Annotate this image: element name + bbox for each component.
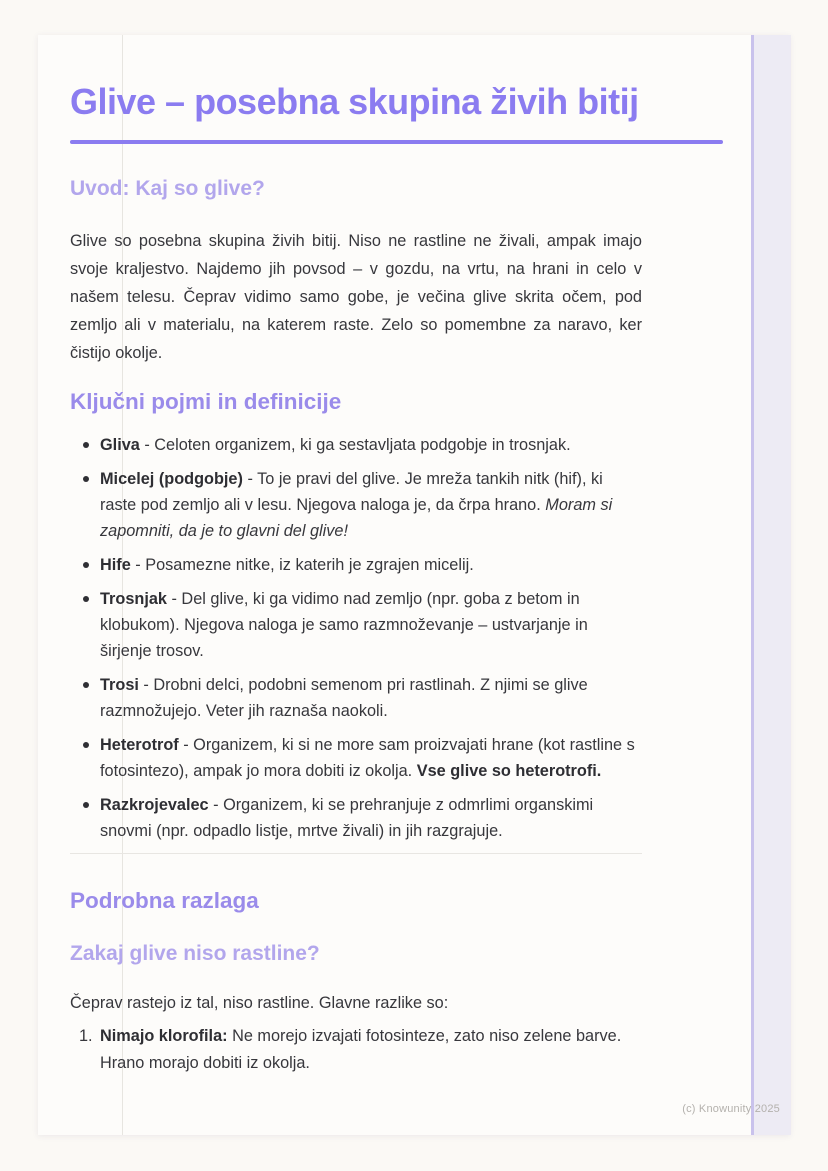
heading-uvod: Uvod: Kaj so glive? bbox=[70, 177, 265, 200]
list-item-gliva bbox=[70, 432, 642, 458]
numbered-term-body: Ne morejo izvajati fotosinteze, zato niso zelene barve. Hrano morajo dobiti iz okolja. bbox=[100, 1027, 622, 1072]
heading-kljucni-pojmi: Ključni pojmi in definicije bbox=[70, 389, 342, 414]
term-label: Trosi bbox=[100, 676, 139, 694]
title-divider bbox=[70, 140, 723, 144]
list-number: 1. bbox=[79, 1027, 93, 1045]
list-item-trosnjak bbox=[70, 586, 642, 664]
term-label: Heterotrof bbox=[100, 736, 179, 754]
section-divider bbox=[70, 853, 642, 854]
term-definition: - Celoten organizem, ki ga sestavljata podgobje in trosnjak. bbox=[139, 436, 571, 454]
list-item-razkrojevalec bbox=[70, 792, 642, 844]
bullet-icon bbox=[83, 682, 89, 688]
bullet-icon bbox=[83, 562, 89, 568]
page-title: Glive – posebna skupina živih bitij bbox=[70, 81, 639, 122]
term-label: Micelej (podgobje) bbox=[100, 470, 243, 488]
bullet-icon bbox=[83, 742, 89, 748]
detail-paragraph: Čeprav rastejo iz tal, niso rastline. Glavne razlike so: bbox=[70, 994, 449, 1012]
list-item-trosi bbox=[70, 672, 642, 724]
differences-list bbox=[70, 1023, 642, 1077]
document-content bbox=[70, 35, 790, 1077]
bullet-icon bbox=[83, 802, 89, 808]
intro-paragraph: Glive so posebna skupina živih bitij. Niso ne rastline ne živali, ampak imajo svoje kraljestvo. Najdemo jih povsod – v gozdu, na vrtu, na hrani in celo v našem telesu. Čeprav vidimo samo gobe, je večina glive skrita očem, pod zemljo ali v materialu, na katerem raste. Zelo so pomembne za naravo, ker čistijo okolje. bbox=[70, 232, 642, 362]
scrollbar-track[interactable] bbox=[751, 35, 791, 1135]
list-item-micelej bbox=[70, 466, 642, 544]
term-label: Trosnjak bbox=[100, 590, 167, 608]
term-definition: - Posamezne nitke, iz katerih je zgrajen micelij. bbox=[130, 556, 474, 574]
heading-zakaj-niso-rastline: Zakaj glive niso rastline? bbox=[70, 942, 320, 965]
heading-podrobna-razlaga: Podrobna razlaga bbox=[70, 888, 259, 913]
term-definition: - Organizem, ki si ne more sam proizvajati hrane (kot rastline s fotosintezo), ampak jo mora dobiti iz okolja. bbox=[100, 736, 635, 780]
term-definition: - Del glive, ki ga vidimo nad zemljo (npr. goba z betom in klobukom). Njegova naloga je samo razmnoževanje – ustvarjanje in širjenje trosov. bbox=[100, 590, 588, 660]
list-item-hife bbox=[70, 552, 642, 578]
term-definition: - Drobni delci, podobni semenom pri rastlinah. Z njimi se glive razmnožujejo. Veter jih raznaša naokoli. bbox=[100, 676, 588, 720]
term-definition: - To je pravi del glive. Je mreža tankih nitk (hif), ki raste pod zemljo ali v lesu. Njegova naloga je, da črpa hrano. bbox=[100, 470, 603, 514]
bullet-icon bbox=[83, 596, 89, 602]
term-label: Hife bbox=[100, 556, 131, 574]
bullet-icon bbox=[83, 442, 89, 448]
copyright-watermark: (c) Knowunity 2025 bbox=[682, 1103, 780, 1115]
term-emphasis-bold: Vse glive so heterotrofi. bbox=[416, 762, 602, 780]
list-item-heterotrof bbox=[70, 732, 642, 784]
terms-list bbox=[70, 432, 642, 844]
term-definition: - Organizem, ki se prehranjuje z odmrlimi organskimi snovmi (npr. odpadlo listje, mrtve živali) in jih razgrajuje. bbox=[100, 796, 594, 840]
numbered-item-klorofil bbox=[70, 1023, 642, 1077]
term-label: Razkrojevalec bbox=[100, 796, 209, 814]
term-label: Gliva bbox=[100, 436, 140, 454]
numbered-term-label: Nimajo klorofila: bbox=[100, 1027, 228, 1045]
document-page bbox=[38, 35, 790, 1135]
term-note-italic: Moram si zapomniti, da je to glavni del glive! bbox=[100, 496, 613, 540]
bullet-icon bbox=[83, 476, 89, 482]
